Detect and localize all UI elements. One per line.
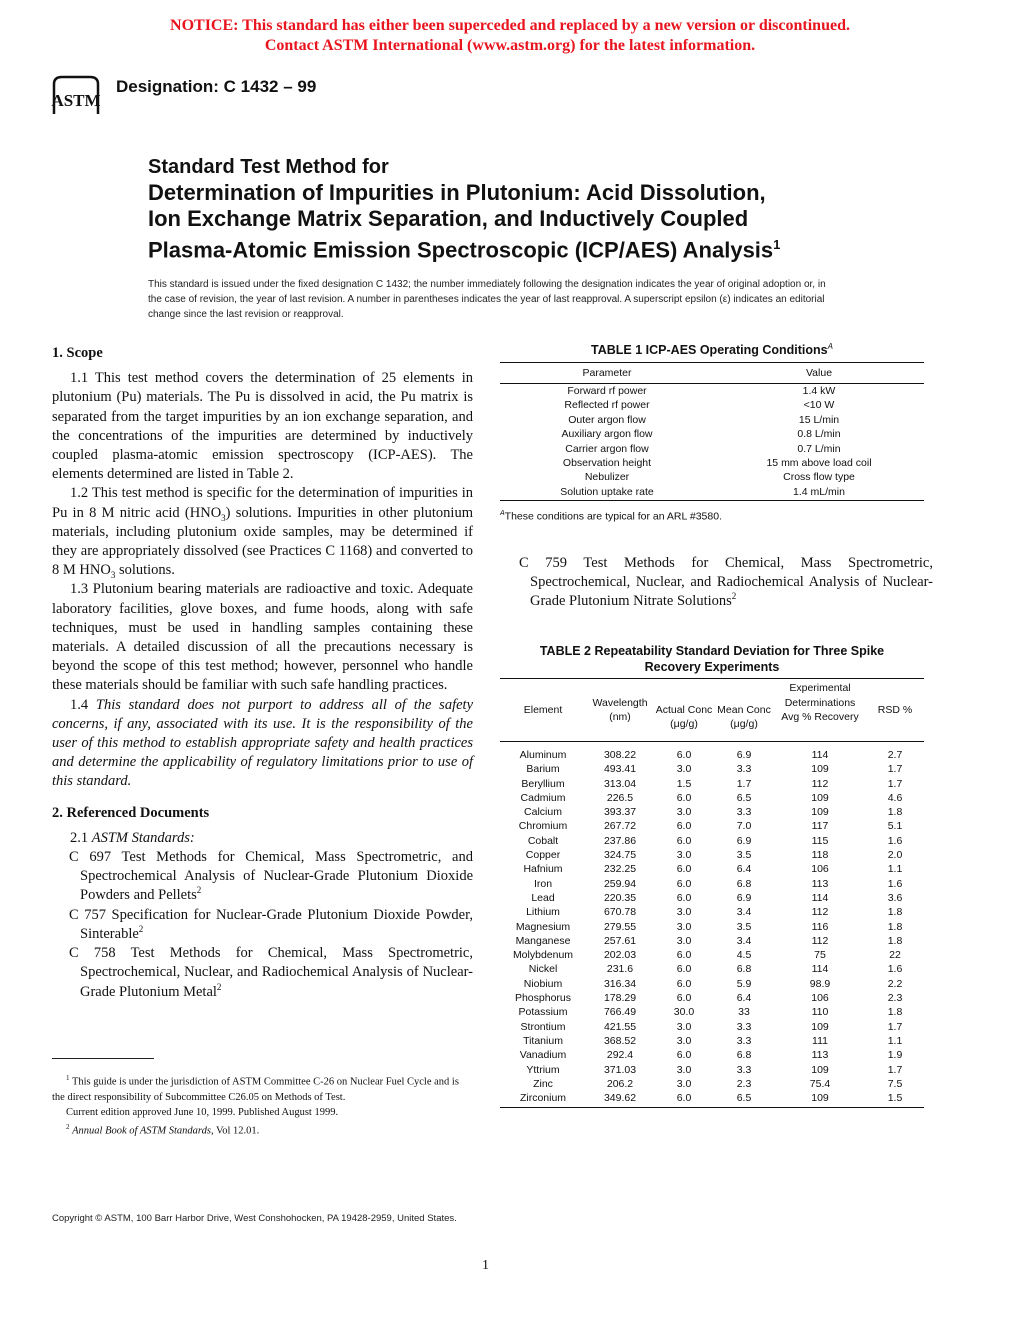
- table-2-cell-element: Hafnium: [523, 863, 563, 876]
- table-row: [500, 805, 924, 819]
- table-row: [500, 384, 924, 399]
- table-2-cell-wavelength: 368.52: [603, 1034, 637, 1047]
- table-2-cell-wavelength: 393.37: [603, 806, 637, 819]
- table-2-cell-recovery: 106: [811, 863, 829, 876]
- table-row: [500, 413, 924, 427]
- table-1-cell-value: 1.4 kW: [802, 385, 836, 397]
- table-row: [500, 862, 924, 876]
- title-prefix: Standard Test Method for: [148, 156, 389, 178]
- table-row: [500, 485, 924, 501]
- table-2-cell-wavelength: 237.86: [603, 834, 637, 847]
- table-2-header-wavelength: Wavelength (nm): [586, 679, 654, 742]
- footnote-1: $^1$ This guide is under the jurisdiction of ASTM Committee C-26 on Nuclear Fuel Cycle and is the direct responsibility of Subcommittee C26.05 on Methods of Test.: [52, 1074, 459, 1103]
- table-2-cell-wavelength: 766.49: [603, 1006, 637, 1019]
- page-number: 1: [482, 1258, 489, 1273]
- table-1-cell-parameter: Solution uptake rate: [500, 485, 714, 501]
- table-2-cell-mean-conc: 33: [738, 1006, 750, 1019]
- paragraph-1-4: 1.4 This standard does not purport to address all of the safety concerns, if any, associated with its use. It is the responsibility of the user of this method to establish appropriate safety and health practices and determine the applicability of regulatory limitations prior to use of this standard.: [52, 696, 474, 790]
- table-row: [500, 905, 924, 919]
- table-row: [500, 791, 924, 805]
- table-2-cell-rsd: 1.8: [887, 1006, 903, 1019]
- table-2-cell-mean-conc: 6.4: [736, 992, 752, 1005]
- table-2-cell-mean-conc: 6.8: [736, 963, 752, 976]
- table-2-cell-recovery: 116: [811, 920, 829, 933]
- table-2-cell-mean-conc: 3.5: [736, 920, 752, 933]
- section-1-heading: 1. Scope: [52, 345, 103, 361]
- table-1-cell-value: Cross flow type: [783, 471, 855, 484]
- table-1-body: [500, 384, 924, 501]
- table-2-cell-actual-conc: 6.0: [676, 949, 692, 962]
- table-2-cell-wavelength: 226.5: [606, 791, 634, 804]
- table-row: [500, 470, 924, 484]
- table-2-cell-recovery: 112: [811, 777, 829, 790]
- table-2-cell-actual-conc: 6.0: [676, 863, 692, 876]
- table-2-cell-recovery: 114: [811, 749, 829, 761]
- table-2-cell-mean-conc: 6.5: [736, 791, 752, 804]
- table-2-cell-actual-conc: 3.0: [676, 1034, 692, 1047]
- title-line-3: Plasma-Atomic Emission Spectroscopic (ICP/AES) Analysis$^1$: [148, 237, 781, 263]
- table-1-cell-value: <10 W: [803, 399, 835, 412]
- table-2-cell-recovery: 111: [812, 1034, 828, 1047]
- table-2-header-rsd: RSD %: [866, 679, 924, 742]
- table-2-cell-mean-conc: 1.7: [736, 777, 752, 790]
- reference-c759: C 759 Test Methods for Chemical, Mass Spectrometric, Spectrochemical, Nuclear, and Radiochemical Analysis of Nuclear-Grade Plutonium Nitrate Solutions$^2$: [519, 555, 933, 610]
- title-footnote-mark: 1: [773, 237, 781, 252]
- table-2-cell-wavelength: 259.94: [603, 877, 637, 890]
- table-2-cell-actual-conc: 6.0: [676, 992, 692, 1005]
- table-2-cell-actual-conc: 6.0: [676, 877, 692, 890]
- table-2-cell-element: Copper: [525, 849, 561, 862]
- table-2-cell-rsd: 1.8: [887, 806, 903, 819]
- designation: Designation: C 1432 – 99: [116, 77, 317, 96]
- table-2-cell-element: Aluminum: [519, 749, 567, 761]
- table-2-cell-rsd: 1.5: [866, 1091, 924, 1108]
- table-row: [500, 877, 924, 891]
- table-2-cell-actual-conc: 30.0: [673, 1006, 695, 1019]
- table-2-cell-element: Lead: [531, 891, 555, 904]
- table-1-cell-parameter: Reflected rf power: [564, 399, 650, 412]
- table-2-cell-recovery: 114: [811, 891, 829, 904]
- table-1: [500, 362, 924, 501]
- table-2-cell-recovery: 113: [811, 877, 829, 890]
- table-2-cell-rsd: 3.6: [887, 891, 903, 904]
- table-row: [500, 1063, 924, 1077]
- paragraph-1-1: 1.1 This test method covers the determination of 25 elements in plutonium (Pu) materials. The Pu is dissolved in acid, the Pu matrix is separated from the target impurities by an ion exchange separation, and the concentrations of the impurities are determined by inductively coupled plasma-atomic emission spectroscopy (ICP-AES). The elements determined are listed in Table 2.: [52, 370, 473, 483]
- footnotes: [52, 1071, 473, 1138]
- table-2-cell-actual-conc: 6.0: [676, 1049, 692, 1062]
- table-2-cell-wavelength: 308.22: [603, 749, 637, 761]
- table-row: [500, 777, 924, 791]
- table-2-cell-element: Barium: [526, 763, 560, 776]
- table-2-cell-element: Yttrium: [526, 1063, 560, 1076]
- table-row: [500, 834, 924, 848]
- table-1-cell-parameter: Carrier argon flow: [565, 442, 649, 455]
- table-2-cell-rsd: 1.7: [887, 777, 903, 790]
- reference-c697: C 697 Test Methods for Chemical, Mass Spectrometric, and Spectrochemical Analysis of Nuclear-Grade Plutonium Dioxide Powders and Pellets$^2$: [69, 849, 473, 904]
- table-2-cell-rsd: 4.6: [887, 791, 903, 804]
- table-2-cell-rsd: 1.8: [887, 934, 903, 947]
- table-row: [500, 442, 924, 456]
- table-2-cell-element: Iron: [533, 877, 553, 890]
- table-2-cell-element: Zirconium: [500, 1091, 586, 1108]
- table-2-cell-actual-conc: 6.0: [676, 749, 692, 761]
- table-2-cell-rsd: 5.1: [887, 820, 903, 833]
- table-2-cell-element: Calcium: [524, 806, 562, 819]
- table-2-cell-recovery: 112: [811, 906, 829, 919]
- table-2-cell-mean-conc: 3.4: [736, 934, 752, 947]
- table-2-cell-actual-conc: 6.0: [676, 820, 692, 833]
- table-2-cell-element: Titanium: [523, 1034, 563, 1047]
- table-2-cell-wavelength: 316.34: [603, 977, 637, 990]
- section-2-heading: 2. Referenced Documents: [52, 804, 210, 821]
- table-2-cell-recovery: 106: [811, 992, 829, 1005]
- table-2-cell-wavelength: 178.29: [603, 992, 637, 1005]
- table-2-cell-actual-conc: 6.0: [676, 891, 692, 904]
- table-2-cell-recovery: 117: [811, 820, 829, 833]
- table-2-cell-rsd: 1.1: [887, 863, 903, 876]
- table-2-cell-rsd: 1.7: [887, 1063, 903, 1076]
- table-2-cell-recovery: 113: [811, 1049, 829, 1062]
- table-2-cell-wavelength: 206.2: [606, 1077, 634, 1090]
- table-1-cell-parameter: Outer argon flow: [568, 413, 646, 426]
- table-2-cell-actual-conc: 3.0: [676, 906, 692, 919]
- table-2-cell-mean-conc: 3.3: [736, 763, 752, 776]
- table-2-cell-recovery: 112: [811, 934, 829, 947]
- table-row: [500, 819, 924, 833]
- reference-c758: C 758 Test Methods for Chemical, Mass Spectrometric, Spectrochemical, Nuclear, and Radiochemical Analysis of Nuclear-Grade Plutonium Metal$^2$: [69, 945, 473, 1000]
- astm-logo-text: ASTM: [51, 91, 101, 110]
- reference-c757: C 757 Specification for Nuclear-Grade Plutonium Dioxide Powder, Sinterable$^2$: [69, 906, 473, 942]
- table-row: [500, 742, 924, 763]
- table-2-cell-wavelength: 231.6: [606, 963, 634, 976]
- table-2-cell-recovery: 109: [811, 1020, 829, 1033]
- table-2-cell-wavelength: 313.04: [603, 777, 637, 790]
- table-2-cell-actual-conc: 3.0: [676, 806, 692, 819]
- table-2-cell-recovery: 110: [811, 1006, 829, 1019]
- table-2: [500, 678, 924, 1108]
- table-2-cell-recovery: 118: [811, 849, 829, 862]
- table-2-cell-mean-conc: 5.9: [736, 977, 752, 990]
- table-1-cell-value: 0.7 L/min: [797, 442, 841, 455]
- table-row: [500, 398, 924, 412]
- paragraph-1-2: 1.2 This test method is specific for the determination of impurities in Pu in 8 M nitric acid $(HNO_3)$ solutions. Impurities in other plutonium materials, including plutonium oxide samples, may be determined if they are appropriately dissolved (see Practices C 1168) and converted to 8 M $HNO_3$ solutions.: [52, 485, 473, 581]
- title-block: [148, 154, 868, 263]
- table-1-cell-parameter: Forward rf power: [567, 385, 647, 397]
- table-row: [500, 948, 924, 962]
- table-2-cell-recovery: 98.9: [809, 977, 831, 990]
- table-2-cell-actual-conc: 1.5: [676, 777, 692, 790]
- table-2-cell-wavelength: 257.61: [603, 934, 637, 947]
- notice-line-2: Contact ASTM International (www.astm.org) for the latest information.: [264, 37, 756, 54]
- copyright: Copyright © ASTM, 100 Barr Harbor Drive, West Conshohocken, PA 19428-2959, United States.: [52, 1213, 457, 1224]
- subsection-2-1: 2.1 ASTM Standards:: [70, 829, 195, 846]
- table-2-cell-element: Cadmium: [520, 791, 566, 804]
- table-2-cell-rsd: 1.8: [887, 920, 903, 933]
- notice-line-1: NOTICE: This standard has either been superceded and replaced by a new version or discontinued.: [170, 17, 850, 34]
- table-1-cell-value: 1.4 mL/min: [714, 485, 924, 501]
- table-row: [500, 762, 924, 776]
- table-2-cell-mean-conc: 7.0: [736, 820, 752, 833]
- table-2-header-element: Element: [500, 679, 586, 742]
- table-2-cell-mean-conc: 6.5: [714, 1091, 774, 1108]
- table-2-cell-element: Chromium: [518, 820, 568, 833]
- table-2-cell-wavelength: 371.03: [603, 1063, 637, 1076]
- table-2-cell-mean-conc: 2.3: [736, 1077, 752, 1090]
- table-2-cell-actual-conc: 3.0: [676, 1020, 692, 1033]
- table-2-cell-element: Potassium: [518, 1006, 568, 1019]
- table-1-cell-parameter: Auxiliary argon flow: [561, 428, 653, 441]
- table-2-cell-mean-conc: 6.8: [736, 877, 752, 890]
- table-2-cell-element: Cobalt: [527, 834, 559, 847]
- table-2-cell-actual-conc: 3.0: [676, 1063, 692, 1076]
- table-2-cell-rsd: 2.0: [887, 849, 903, 862]
- left-column: [52, 344, 473, 1002]
- table-2-header-recovery: Experimental Determinations Avg % Recovery: [774, 679, 866, 742]
- issued-note: This standard is issued under the fixed designation C 1432; the number immediately following the designation indicates the year of original adoption or, in the case of revision, the year of last revision. A number in parentheses indicates the year of last reapproval. A superscript epsilon (ε) indicates an editorial change since the last revision or reapproval.: [148, 279, 826, 320]
- table-row: [500, 1077, 924, 1091]
- table-1-cell-parameter: Nebulizer: [584, 471, 630, 484]
- table-2-cell-actual-conc: 3.0: [676, 1077, 692, 1090]
- table-row: [500, 962, 924, 976]
- table-2-cell-mean-conc: 4.5: [736, 949, 752, 962]
- table-row: [500, 1005, 924, 1019]
- table-2-cell-actual-conc: 6.0: [676, 791, 692, 804]
- table-2-cell-rsd: 1.7: [887, 1020, 903, 1033]
- table-2-cell-mean-conc: 3.3: [736, 806, 752, 819]
- table-2-cell-mean-conc: 6.9: [736, 891, 752, 904]
- table-2-cell-actual-conc: 6.0: [654, 1091, 714, 1108]
- table-2-cell-rsd: 2.3: [887, 992, 903, 1005]
- table-2-cell-element: Beryllium: [521, 777, 565, 790]
- table-2-cell-recovery: 115: [811, 834, 829, 847]
- table-2-cell-wavelength: 267.72: [603, 820, 637, 833]
- table-2-cell-wavelength: 670.78: [603, 906, 637, 919]
- table-2-cell-wavelength: 202.03: [603, 949, 637, 962]
- table-2-cell-element: Vanadium: [519, 1049, 567, 1062]
- table-1-cell-value: 0.8 L/min: [797, 428, 841, 441]
- table-row: [500, 991, 924, 1005]
- table-2-cell-rsd: 2.7: [887, 749, 903, 761]
- table-row: [500, 456, 924, 470]
- table-row: [500, 891, 924, 905]
- footnote-2: $^2$ Annual Book of ASTM Standards, Vol 12.01.: [66, 1122, 260, 1136]
- table-2-cell-element: Magnesium: [515, 920, 571, 933]
- table-2-cell-wavelength: 220.35: [603, 891, 637, 904]
- table-2-cell-mean-conc: 6.9: [736, 749, 752, 761]
- table-2-cell-wavelength: 292.4: [606, 1049, 634, 1062]
- table-row: [500, 977, 924, 991]
- table-row: [500, 1048, 924, 1062]
- table-2-cell-actual-conc: 3.0: [676, 934, 692, 947]
- table-2-body: [500, 742, 924, 1108]
- table-2-cell-mean-conc: 6.8: [736, 1049, 752, 1062]
- table-2-cell-element: Phosphorus: [514, 992, 572, 1005]
- table-2-cell-wavelength: 421.55: [603, 1020, 637, 1033]
- table-2-header-mean: Mean Conc (μg/g): [714, 679, 774, 742]
- table-2-cell-mean-conc: 3.3: [736, 1034, 752, 1047]
- astm-logo-icon: [50, 74, 102, 118]
- table-2-cell-rsd: 22: [889, 949, 901, 962]
- notice-banner: [0, 16, 1020, 56]
- table-2-caption: TABLE 2 Repeatability Standard Deviation for Three Spike Recovery Experiments: [539, 644, 885, 674]
- table-row: [500, 427, 924, 441]
- table-1-header-value: Value: [714, 363, 924, 384]
- table-1-cell-parameter: Observation height: [562, 457, 652, 470]
- table-1-cell-value: 15 mm above load coil: [766, 457, 872, 470]
- table-2-cell-recovery: 114: [811, 963, 829, 976]
- table-2-cell-recovery: 109: [811, 763, 829, 776]
- table-row: [500, 1091, 924, 1108]
- title-line-1: Determination of Impurities in Plutonium: Acid Dissolution,: [148, 180, 766, 205]
- table-1-note: $^A$These conditions are typical for an ARL #3580.: [500, 510, 722, 523]
- table-2-cell-actual-conc: 6.0: [676, 963, 692, 976]
- table-2-cell-wavelength: 349.62: [586, 1091, 654, 1108]
- table-2-cell-element: Strontium: [520, 1020, 566, 1033]
- table-2-cell-actual-conc: 3.0: [676, 763, 692, 776]
- table-2-cell-mean-conc: 3.3: [736, 1063, 752, 1076]
- table-2-cell-rsd: 1.9: [887, 1049, 903, 1062]
- footnote-1-edition: Current edition approved June 10, 1999. Published August 1999.: [66, 1106, 339, 1118]
- table-2-cell-mean-conc: 6.9: [736, 834, 752, 847]
- table-2-cell-wavelength: 279.55: [603, 920, 637, 933]
- table-2-cell-element: Manganese: [515, 934, 571, 947]
- table-2-cell-rsd: 2.2: [887, 977, 903, 990]
- table-2-cell-mean-conc: 3.5: [736, 849, 752, 862]
- table-2-cell-rsd: 7.5: [887, 1077, 903, 1090]
- table-1-caption: TABLE 1 ICP-AES Operating Conditions$^A$: [591, 342, 833, 358]
- table-2-cell-element: Lithium: [526, 906, 560, 919]
- table-row: [500, 1034, 924, 1048]
- table-2-cell-element: Molybdenum: [512, 949, 574, 962]
- title-line-2: Ion Exchange Matrix Separation, and Inductively Coupled: [148, 206, 749, 231]
- table-2-cell-actual-conc: 3.0: [676, 920, 692, 933]
- table-2-cell-rsd: 1.1: [887, 1034, 903, 1047]
- table-2-cell-recovery: 109: [774, 1091, 866, 1108]
- table-2-header-actual: Actual Conc (μg/g): [654, 679, 714, 742]
- table-2-cell-element: Zinc: [533, 1077, 553, 1090]
- table-row: [500, 934, 924, 948]
- table-2-cell-element: Nickel: [528, 963, 558, 976]
- table-2-cell-element: Niobium: [523, 977, 563, 990]
- table-2-cell-rsd: 1.7: [887, 763, 903, 776]
- table-2-cell-mean-conc: 6.4: [736, 863, 752, 876]
- table-2-cell-mean-conc: 3.4: [736, 906, 752, 919]
- table-2-cell-recovery: 75.4: [809, 1077, 831, 1090]
- table-2-cell-mean-conc: 3.3: [736, 1020, 752, 1033]
- table-2-cell-actual-conc: 6.0: [676, 834, 692, 847]
- footnote-rule: [52, 1058, 154, 1059]
- table-2-cell-rsd: 1.6: [887, 834, 903, 847]
- table-2-cell-actual-conc: 6.0: [676, 977, 692, 990]
- table-2-cell-wavelength: 493.41: [603, 763, 637, 776]
- table-2-cell-wavelength: 324.75: [603, 849, 637, 862]
- table-row: [500, 1020, 924, 1034]
- table-2-cell-wavelength: 232.25: [603, 863, 637, 876]
- table-row: [500, 920, 924, 934]
- table-row: [500, 848, 924, 862]
- table-2-cell-recovery: 75: [814, 949, 826, 962]
- table-2-cell-rsd: 1.8: [887, 906, 903, 919]
- paragraph-1-3: 1.3 Plutonium bearing materials are radioactive and toxic. Adequate laboratory facilities, glove boxes, and fume hoods, along with safe techniques, must be used in handling samples containing these materials. A detailed discussion of all the precautions necessary is beyond the scope of this test method; however, personnel who handle these materials should be familiar with such safe handling practices.: [52, 581, 473, 694]
- table-2-cell-rsd: 1.6: [887, 877, 903, 890]
- table-1-cell-value: 15 L/min: [798, 413, 840, 426]
- table-2-cell-actual-conc: 3.0: [676, 849, 692, 862]
- table-1-header-parameter: Parameter: [500, 363, 714, 384]
- table-2-cell-recovery: 109: [811, 791, 829, 804]
- table-2-cell-recovery: 109: [811, 806, 829, 819]
- table-2-cell-recovery: 109: [811, 1063, 829, 1076]
- table-2-cell-rsd: 1.6: [887, 963, 903, 976]
